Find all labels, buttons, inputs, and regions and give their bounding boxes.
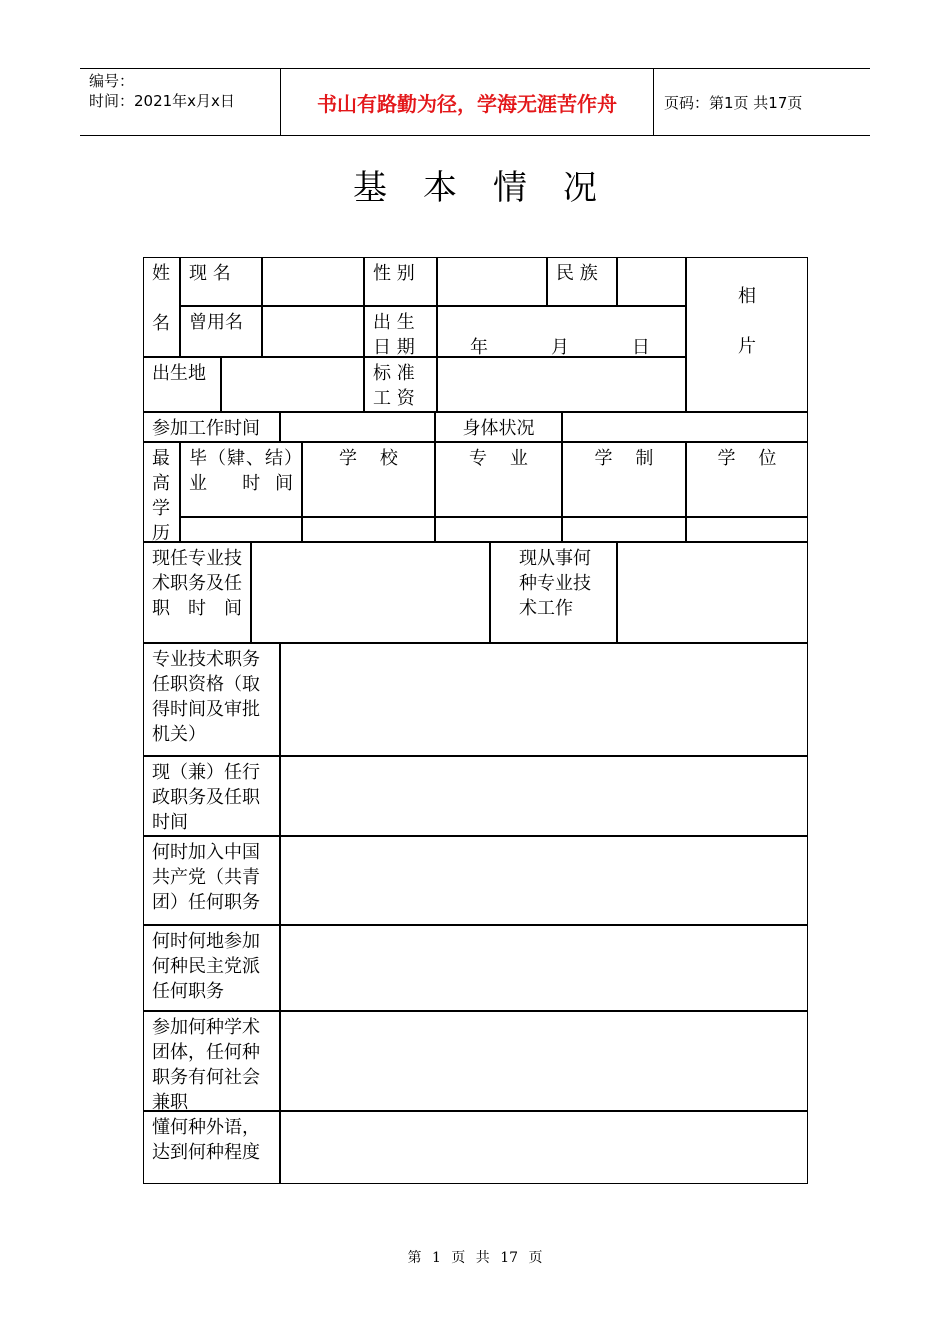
degree-label: 学 位	[686, 442, 808, 517]
photo-box[interactable]: 相 片	[686, 257, 808, 412]
school-label: 学 校	[302, 442, 435, 517]
party-field[interactable]	[280, 836, 808, 925]
education-label: 最 高 学 历	[143, 442, 180, 542]
work-start-label: 参加工作时间	[143, 412, 280, 442]
birthdate-field[interactable]: 年 月 日	[437, 306, 686, 357]
degree-field[interactable]	[686, 517, 808, 542]
language-label: 懂何种外语，达到何种程度	[143, 1111, 280, 1184]
page-title: 基本情况	[353, 168, 633, 208]
party-label: 何时加入中国共产党（共青团）任何职务	[143, 836, 280, 925]
page-info: 页码：第1页 共17页	[664, 93, 803, 112]
academic-label: 参加何种学术团体，任何种职务有何社会兼职	[143, 1011, 280, 1111]
major-label: 专 业	[435, 442, 562, 517]
header-meta	[80, 69, 281, 135]
qualification-field[interactable]	[280, 643, 808, 756]
duration-field[interactable]	[562, 517, 686, 542]
number-label: 编号：	[89, 72, 135, 90]
gender-field[interactable]	[437, 257, 547, 306]
page-footer: 第 1 页 共 17 页	[407, 1250, 543, 1266]
header-motto: 书山有路勤为径，学海无涯苦作舟	[281, 69, 654, 135]
time-label: 时间：2021年x月x日	[89, 92, 235, 110]
democratic-party-field[interactable]	[280, 925, 808, 1011]
health-field[interactable]	[562, 412, 808, 442]
academic-field[interactable]	[280, 1011, 808, 1111]
current-name-label: 现 名	[180, 257, 262, 306]
name-group-label: 姓 名	[143, 257, 180, 357]
gender-label: 性 别	[364, 257, 437, 306]
admin-position-field[interactable]	[280, 756, 808, 836]
former-name-label: 曾用名	[180, 306, 262, 357]
duration-label: 学 制	[562, 442, 686, 517]
democratic-party-label: 何时何地参加何种民主党派任何职务	[143, 925, 280, 1011]
salary-label: 标 准 工 资	[364, 357, 437, 412]
language-field[interactable]	[280, 1111, 808, 1184]
graduation-time-label: 毕（肄、结）业 时间	[180, 442, 302, 517]
work-start-field[interactable]	[280, 412, 435, 442]
tech-position-field[interactable]	[251, 542, 490, 643]
basic-info-form	[143, 257, 808, 1184]
current-name-field[interactable]	[262, 257, 364, 306]
health-label: 身体状况	[435, 412, 562, 442]
qualification-label: 专业技术职务任职资格（取得时间及审批机关）	[143, 643, 280, 756]
graduation-time-field[interactable]	[180, 517, 302, 542]
salary-field[interactable]	[437, 357, 686, 412]
birthplace-label: 出生地	[143, 357, 221, 412]
birthplace-field[interactable]	[221, 357, 364, 412]
major-field[interactable]	[435, 517, 562, 542]
birthdate-label: 出 生 日 期	[364, 306, 437, 357]
ethnicity-field[interactable]	[617, 257, 686, 306]
tech-position-label: 现任专业技术职务及任职时间	[143, 542, 251, 643]
document-header	[80, 68, 870, 136]
school-field[interactable]	[302, 517, 435, 542]
admin-position-label: 现（兼）任行政职务及任职时间	[143, 756, 280, 836]
former-name-field[interactable]	[262, 306, 364, 357]
current-work-field[interactable]	[617, 542, 808, 643]
ethnicity-label: 民 族	[547, 257, 617, 306]
current-work-label: 现从事何种专业技术工作	[490, 542, 617, 643]
